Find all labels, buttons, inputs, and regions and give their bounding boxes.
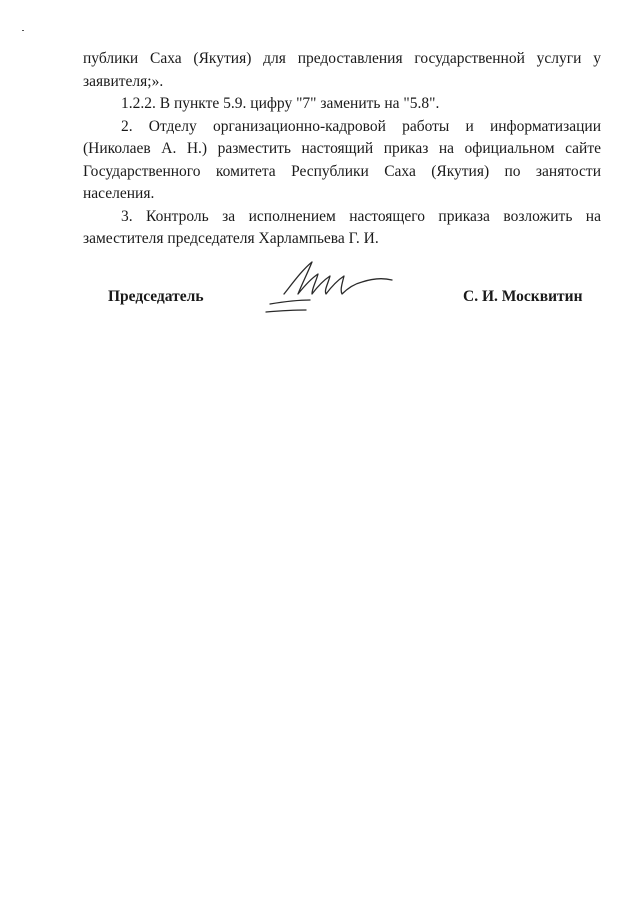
document-body — [83, 48, 601, 251]
paragraph-3: 3. Контроль за исполнением настоящего приказа возложить на заместителя председателя Харлампьева Г. И. — [83, 207, 601, 247]
signature-block — [0, 256, 640, 326]
page-corner-mark — [22, 30, 24, 31]
paragraph-2: 2. Отделу организационно-кадровой работы и информатизации (Николаев А. Н.) разместить настоящий приказ на официальном сайте Государственного комитета Республики Саха (Якутия) по занятости населения. — [83, 117, 601, 202]
paragraph-continuation: публики Саха (Якутия) для предоставления государственной услуги у заявителя;». — [83, 50, 601, 90]
handwritten-signature — [262, 256, 402, 318]
signer-position: Председатель — [108, 288, 204, 305]
paragraph-1-2-2: 1.2.2. В пункте 5.9. цифру "7" заменить на "5.8". — [121, 95, 440, 112]
signer-name: С. И. Москвитин — [463, 288, 583, 305]
